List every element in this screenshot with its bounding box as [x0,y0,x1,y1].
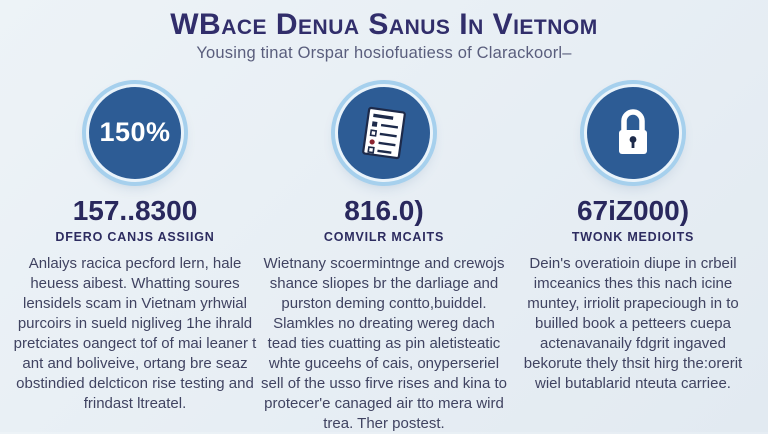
percent-value: 150% [99,117,170,148]
stat-label: DFERO CANJS ASSIIGN [55,230,214,244]
stat-columns [0,83,768,434]
stat-value: 157..8300 [73,197,198,225]
header [0,0,768,63]
padlock-icon [587,87,679,179]
page-title: WBace Denua Sanus In Vietnom [0,9,768,41]
checklist-icon [338,87,430,179]
column-percent [12,83,258,434]
column-checklist [261,83,507,434]
percent-badge-icon [89,87,181,179]
stat-description: Anlaiys racica pecford lern, hale heuess aibest. Whatting soures lensidels scam in Vietnam yrhwial purcoirs in sueld nigliveg 1he ihrald pretciates oangect tof of mai leaner t ant and boliveive, ortang bre seaz obstindied delcticon rise testing and frindast ltreatel. [12,254,258,415]
stat-value: 67iZ000) [577,197,689,225]
page-subtitle: Yousing tinat Orspar hosiofuatiess of Clarackoorl– [0,44,768,63]
stat-value: 816.0) [344,197,423,225]
stat-description: Wietnany scoermintnge and crewojs shance sliopes br the darliage and purston deming contto,buiddel. Slamkles no dreating wereg dach tead ties cuatting as pin aletisteatic whte guceehs of cais, onyperseriel sell of the usso firve rises and kina to protecer'e canaged air tto mera wird trea. Ther postest. [261,254,507,434]
stat-label: COMVILR MCAITS [324,230,444,244]
stat-description: Dein's overatioin diupe in crbeil imceanics thes this nach icine muntey, irriolit prapeciough in to builled book a petteers cuepa actenavanaily fdgrit ingaved bekorute thely thsit hirg the:orerit wiel butablarid nteuta carriee. [510,254,756,395]
stat-label: TWONK MEDIOITS [572,230,694,244]
column-security [510,83,756,434]
